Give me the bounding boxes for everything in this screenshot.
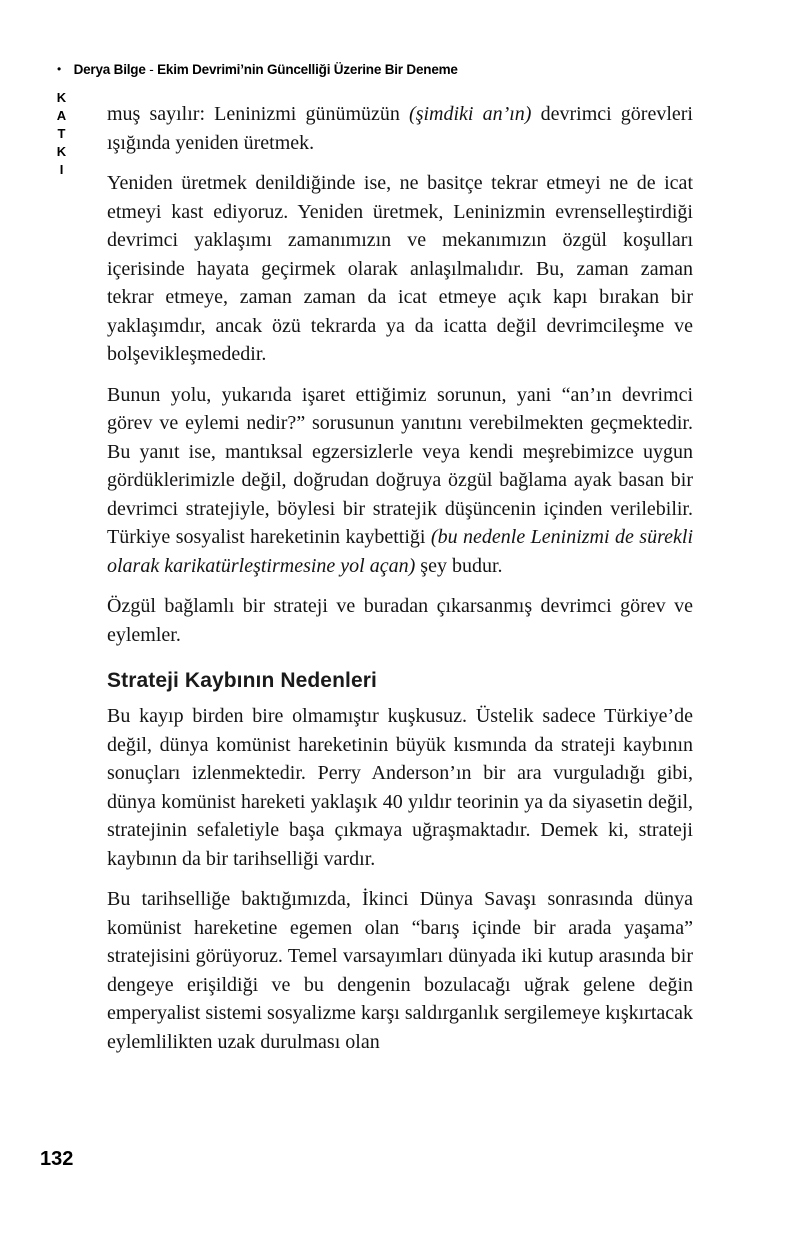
body-paragraph — [107, 885, 693, 1056]
body-paragraph — [107, 100, 693, 157]
running-header — [57, 62, 717, 77]
body-text: Bu kayıp birden bire olmamıştır kuşkusuz. Üstelik sadece Türkiye’de değil, dünya komünist hareketinin büyük kısmında da strateji kaybının sonuçları izlenmektedir. Perry Anderson’ın bir ara vurguladığı gibi, dünya komünist hareketi yaklaşık 40 yıldır teorinin ya da siyasetin değil, stratejinin sefaletiyle başa çıkmaya uğraşmaktadır. Demek ki, strateji kaybının da bir tarihselliği vardır. — [107, 705, 693, 870]
body-text: şey budur. — [415, 554, 503, 577]
header-author: Derya Bilge — [73, 62, 146, 77]
body-paragraph — [107, 592, 693, 649]
body-paragraph — [107, 169, 693, 369]
section-heading: Strateji Kaybının Nedenleri — [107, 669, 377, 692]
header-bullet-icon: • — [57, 62, 62, 76]
body-paragraph — [107, 381, 693, 581]
header-title: Ekim Devrimi’nin Güncelliği Üzerine Bir Deneme — [157, 62, 458, 77]
header-separator: - — [149, 62, 158, 77]
spine-label: KATKI — [54, 90, 69, 180]
body-paragraph — [107, 702, 693, 873]
body-text: Bunun yolu, yukarıda işaret ettiğimiz sorunun, yani “an’ın devrimci görev ve eylemi nedir?” sorusunun yanıtını verebilmekten geçmektedir. Bu yanıt ise, mantıksal egzersizlerle veya kendi meşrebimizce uygun gördüklerimizle değil, doğrudan doğruya özgül bağlama ayak basan bir devrimci stratejiyle, böylesi bir stratejik düşüncenin içinden verilebilir. Türkiye sosyalist hareketinin kaybettiği — [107, 383, 693, 548]
body-text: Bu tarihselliğe baktığımızda, İkinci Dünya Savaşı sonrasında dünya komünist hareketine egemen olan “barış içinde bir arada yaşama” stratejisini görüyoruz. Temel varsayımları dünyada iki kutup arasında bir dengeye erişildiği ve bu dengenin bozulacağı uğrak gelene değin emperyalist sistemi sosyalizme karşı saldırganlık sergilemeye kışkırtacak eylemlilikten uzak durulması olan — [107, 888, 693, 1053]
body-text: Yeniden üretmek denildiğinde ise, ne basitçe tekrar etmeyi ne de icat etmeyi kast ediyoruz. Yeniden üretmek, Leninizmin evrenselleştirdiği devrimci yaklaşımı zamanımızın ve mekanımızın özgül koşulları içerisinde hayata geçirmek olarak anlaşılmalıdır. Bu, zaman zaman tekrar etmeye, zaman zaman da icat etmeye açık kapı bırakan bir yaklaşımdır, ancak özü tekrarda ya da icatta değil devrimcileşme ve bolşevikleşmededir. — [107, 172, 693, 365]
italic-text: (bu nedenle Leninizmi de sürekli olarak karikatürleştirmesine yol açan) — [107, 526, 693, 577]
page-number: 132 — [40, 1148, 74, 1170]
italic-text: (şimdiki an’ın) — [409, 103, 532, 125]
page-content — [107, 100, 693, 1068]
body-text: devrimci görevleri ışığında yeniden üretmek. — [107, 103, 693, 154]
body-text: Özgül bağlamlı bir strateji ve buradan çıkarsanmış devrimci görev ve eylemler. — [107, 595, 693, 646]
body-text: muş sayılır: Leninizmi günümüzün — [107, 103, 410, 125]
